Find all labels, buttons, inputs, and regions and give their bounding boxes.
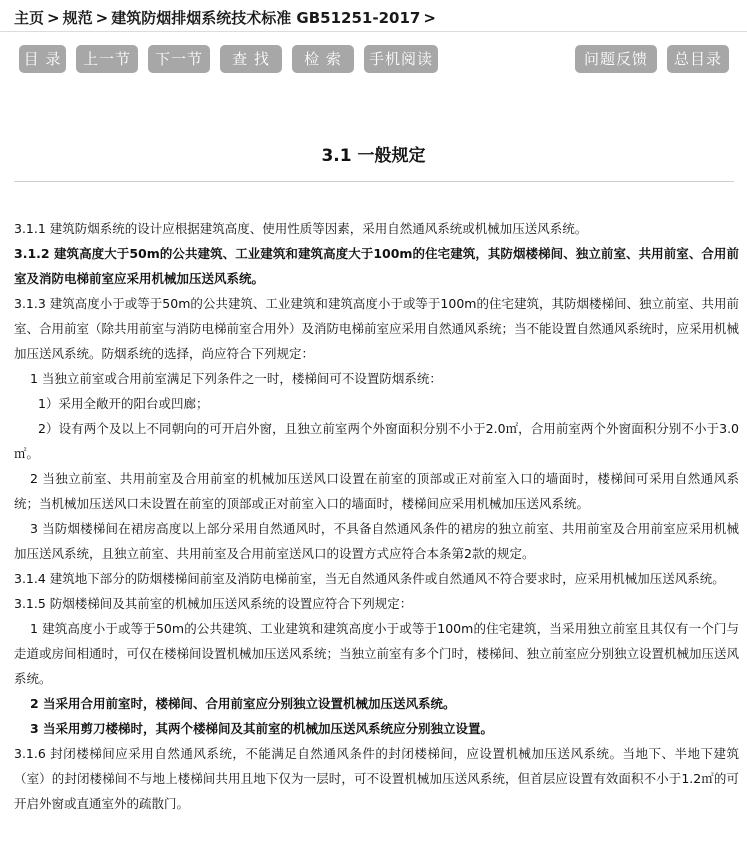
breadcrumb-home-link[interactable]: 主页 [14, 9, 45, 27]
clause-3-1-5-item-3: 3 当采用剪刀楼梯时，其两个楼梯间及其前室的机械加压送风系统应分别独立设置。 [30, 721, 494, 736]
clause-3-1-3-item-1-sub-2: 2）设有两个及以上不同朝向的可开启外窗，且独立前室两个外窗面积分别不小于2.0㎡，合用前室两个外窗面积分别不小于3.0㎡。 [14, 421, 739, 461]
clause-3-1-1: 3.1.1 建筑防烟系统的设计应根据建筑高度、使用性质等因素，采用自然通风系统或机械加压送风系统。 [14, 221, 588, 236]
title-divider [14, 181, 734, 182]
clause-3-1-5-item-1: 1 建筑高度小于或等于50m的公共建筑、工业建筑和建筑高度小于或等于100m的住宅建筑，当采用独立前室且其仅有一个门与走道或房间相通时，可仅在楼梯间设置机械加压送风系统；当独立前室有多个门时，楼梯间、独立前室应分别独立设置机械加压送风系统。 [14, 621, 740, 686]
clause-3-1-3-item-1: 1 当独立前室或合用前室满足下列条件之一时，楼梯间可不设置防烟系统： [30, 371, 442, 386]
breadcrumb-separator: > [47, 9, 60, 27]
breadcrumb-separator: > [423, 9, 436, 27]
breadcrumb [14, 6, 734, 30]
clause-3-1-3-item-1-sub-1: 1）采用全敞开的阳台或凹廊； [38, 396, 209, 411]
search-button[interactable]: 检 索 [292, 45, 354, 73]
clause-3-1-3: 3.1.3 建筑高度小于或等于50m的公共建筑、工业建筑和建筑高度小于或等于100m的住宅建筑，其防烟楼梯间、独立前室、共用前室、合用前室（除共用前室与消防电梯前室合用外）及消防电梯前室应采用自然通风系统；当不能设置自然通风系统时，应采用机械加压送风系统。防烟系统的选择，尚应符合下列规定： [14, 296, 740, 361]
clause-3-1-3-item-3: 3 当防烟楼梯间在裙房高度以上部分采用自然通风时，不具备自然通风条件的裙房的独立前室、共用前室及合用前室应采用机械加压送风系统，且独立前室、共用前室及合用前室送风口的设置方式应符合本条第2款的规定。 [14, 521, 739, 561]
clause-3-1-5: 3.1.5 防烟楼梯间及其前室的机械加压送风系统的设置应符合下列规定： [14, 596, 413, 611]
find-button[interactable]: 查 找 [220, 45, 282, 73]
clause-3-1-2: 3.1.2 建筑高度大于50m的公共建筑、工业建筑和建筑高度大于100m的住宅建筑，其防烟楼梯间、独立前室、共用前室、合用前室及消防电梯前室应采用机械加压送风系统。 [14, 246, 739, 286]
clause-3-1-6: 3.1.6 封闭楼梯间应采用自然通风系统，不能满足自然通风条件的封闭楼梯间，应设置机械加压送风系统。当地下、半地下建筑（室）的封闭楼梯间不与地上楼梯间共用且地下仅为一层时，可不设置机械加压送风系统，但首层应设置有效面积不小于1.2㎡的可开启外窗或直通室外的疏散门。 [14, 746, 739, 811]
next-section-button[interactable]: 下一节 [148, 45, 210, 73]
clause-3-1-4: 3.1.4 建筑地下部分的防烟楼梯间前室及消防电梯前室，当无自然通风条件或自然通风不符合要求时，应采用机械加压送风系统。 [14, 571, 725, 586]
clause-3-1-3-item-2: 2 当独立前室、共用前室及合用前室的机械加压送风口设置在前室的顶部或正对前室入口的墙面时，楼梯间可采用自然通风系统；当机械加压送风口未设置在前室的顶部或正对前室入口的墙面时，楼梯间应采用机械加压送风系统。 [14, 471, 739, 511]
breadcrumb-separator: > [95, 9, 109, 27]
clause-3-1-5-item-2: 2 当采用合用前室时，楼梯间、合用前室应分别独立设置机械加压送风系统。 [30, 696, 456, 711]
prev-section-button[interactable]: 上一节 [76, 45, 138, 73]
section-content [14, 216, 739, 816]
toc-button[interactable]: 目 录 [19, 45, 66, 73]
section-title: 3.1 一般规定 [321, 146, 426, 166]
breadcrumb-current-link[interactable]: 建筑防烟排烟系统技术标准 GB51251-2017 [111, 9, 421, 27]
breadcrumb-category-link[interactable]: 规范 [62, 9, 93, 27]
feedback-button[interactable]: 问题反馈 [575, 45, 657, 73]
master-index-button[interactable]: 总目录 [667, 45, 729, 73]
mobile-read-button[interactable]: 手机阅读 [364, 45, 438, 73]
header-divider [0, 31, 747, 32]
